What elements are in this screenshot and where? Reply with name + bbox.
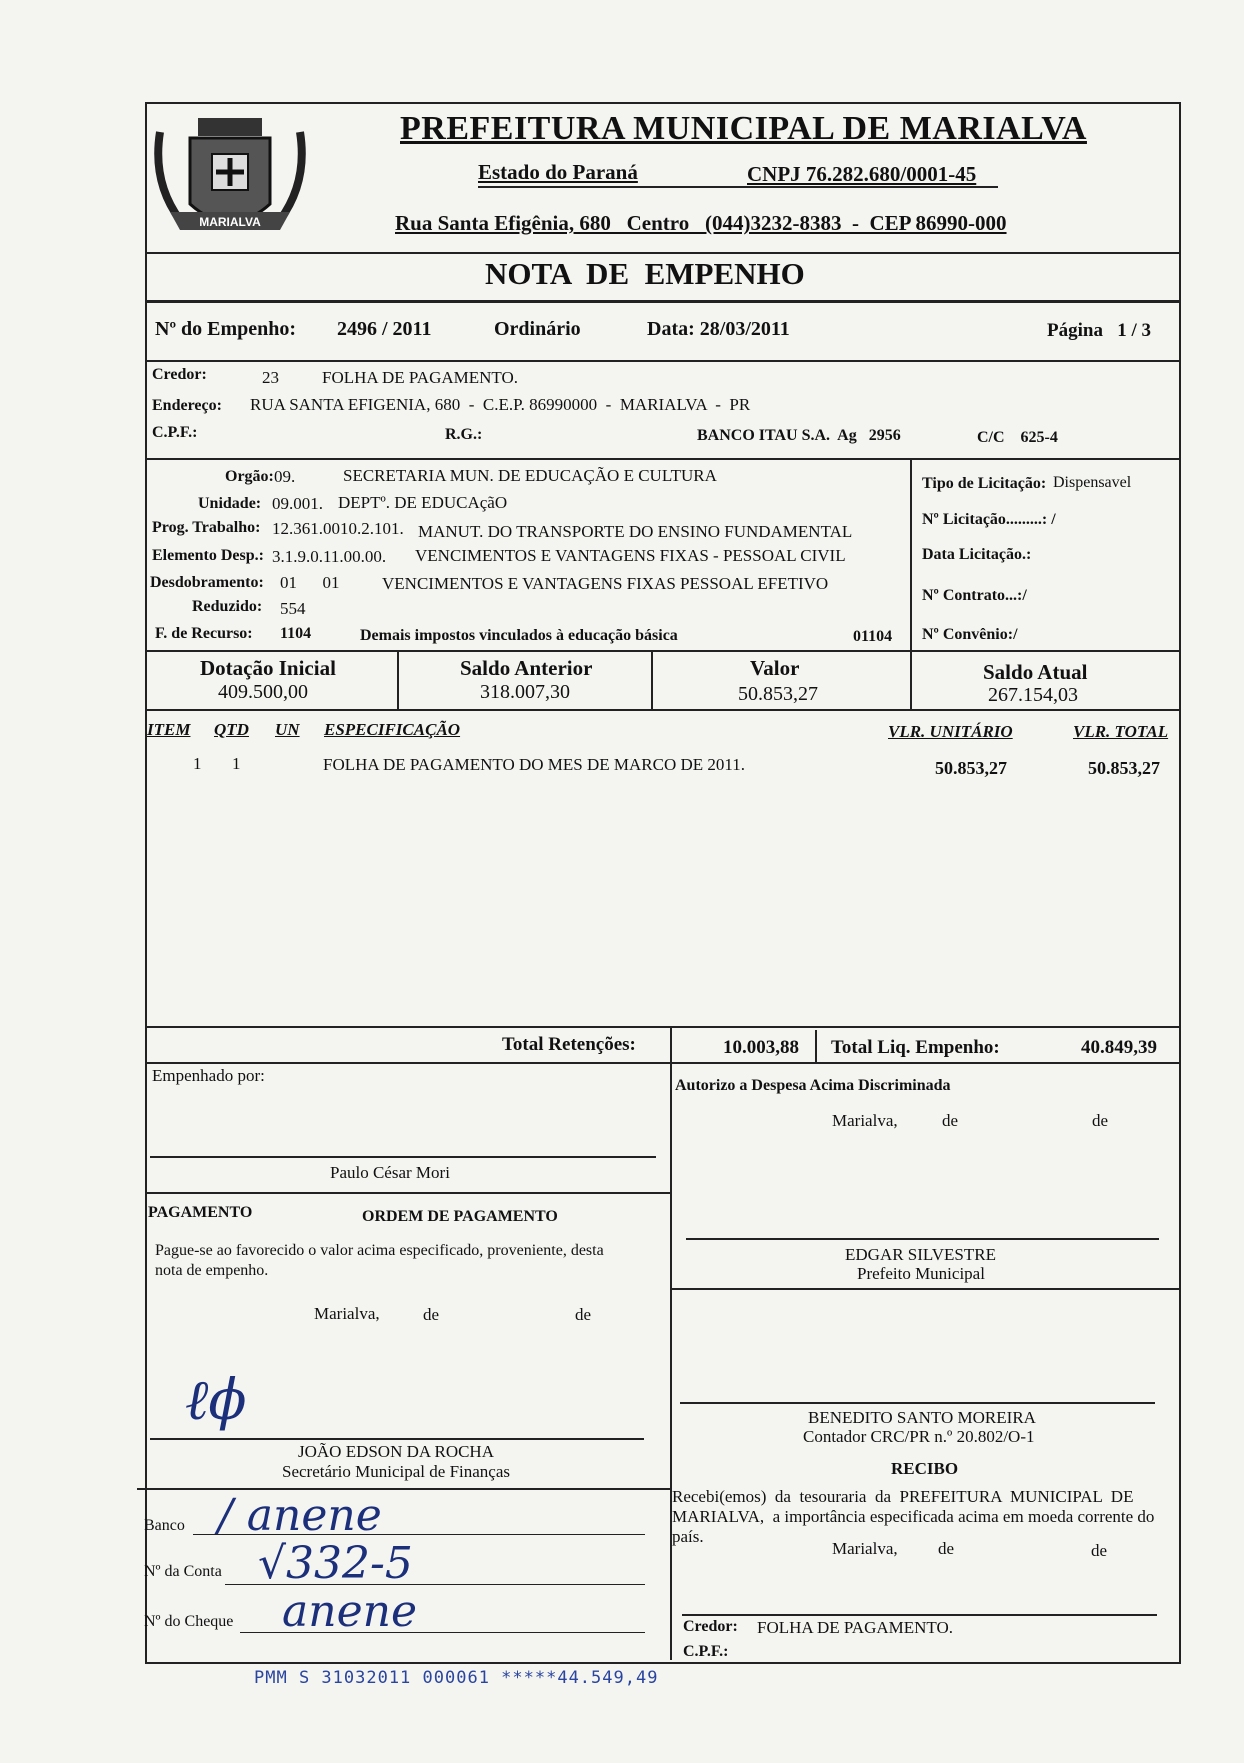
pagamento-date-city: Marialva, (314, 1304, 380, 1323)
recurso-code: 1104 (280, 625, 312, 642)
conta-label: Nº da Conta (144, 1563, 222, 1580)
coat-of-arms (150, 112, 310, 252)
recibo-line-1: Recebi(emos) da tesouraria da PREFEITURA MUNICIPAL DE (672, 1487, 1134, 1506)
secretario-signature: ℓϕ (185, 1368, 247, 1433)
licitacao-tipo-label: Tipo de Licitação: (922, 475, 1047, 492)
row-item: 1 (193, 754, 202, 773)
recurso-label: F. de Recurso: (155, 625, 253, 642)
signature-line (682, 1614, 1157, 1616)
col-un-header: UN (275, 720, 300, 739)
empenhado-label: Empenhado por: (152, 1066, 265, 1085)
prog-name: MANUT. DO TRANSPORTE DO ENSINO FUNDAMENTAL (418, 522, 853, 541)
licitacao-tipo: Dispensavel (1053, 474, 1132, 491)
prefeito-name: EDGAR SILVESTRE (845, 1245, 996, 1264)
cheque-label: Nº do Cheque (144, 1613, 234, 1630)
orgao-code: 09. (274, 467, 296, 486)
saldo-atual-label: Saldo Atual (983, 660, 1088, 684)
divider (145, 650, 1179, 652)
valor-label: Valor (750, 656, 800, 680)
conta-handwritten: √332-5 (258, 1538, 413, 1589)
divider (397, 650, 399, 710)
pagamento-text-1: Pague-se ao favorecido o valor acima especificado, proveniente, desta (155, 1242, 604, 1259)
divider (671, 1288, 1179, 1290)
contrato-number: Nº Contrato...:/ (922, 587, 1027, 604)
valor-value: 50.853,27 (738, 683, 818, 705)
header-title: PREFEITURA MUNICIPAL DE MARIALVA (400, 110, 1087, 147)
prog-label: Prog. Trabalho: (152, 519, 261, 536)
unidade-name: DEPTº. DE EDUCAçãO (338, 493, 508, 512)
divider (145, 252, 1179, 254)
divider (145, 300, 1179, 303)
endereco-label: Endereço: (152, 397, 222, 414)
prefeito-role: Prefeito Municipal (857, 1264, 985, 1283)
empenhado-name: Paulo César Mori (330, 1163, 450, 1182)
unidade-code: 09.001. (272, 494, 323, 513)
signature-line (150, 1156, 656, 1158)
liquido-value: 40.849,39 (1081, 1037, 1157, 1058)
empenho-number: 2496 / 2011 (337, 318, 432, 340)
row-spec: FOLHA DE PAGAMENTO DO MES DE MARCO DE 2011. (323, 755, 746, 774)
unidade-label: Unidade: (198, 495, 262, 512)
divider (670, 1026, 672, 1660)
credor-label: Credor: (152, 366, 207, 383)
retencoes-label: Total Retenções: (502, 1034, 636, 1055)
recibo-cpf-label: C.P.F.: (683, 1643, 729, 1660)
pagamento-date-de-1: de (423, 1305, 440, 1324)
saldo-anterior-value: 318.007,30 (480, 681, 570, 703)
divider (651, 650, 653, 710)
row-qtd: 1 (232, 754, 241, 773)
prog-code: 12.361.0010.2.101. (272, 519, 404, 538)
col-unit-header: VLR. UNITÁRIO (888, 722, 1013, 741)
desdob-name: VENCIMENTOS E VANTAGENS FIXAS PESSOAL EFETIVO (382, 574, 829, 593)
divider (145, 360, 1179, 362)
cpf-label: C.P.F.: (152, 424, 198, 441)
reduzido-label: Reduzido: (192, 598, 263, 615)
recibo-date-de-1: de (938, 1539, 955, 1558)
elemento-code: 3.1.9.0.11.00.00. (272, 547, 387, 566)
divider (145, 709, 1179, 711)
credor-account: C/C 625-4 (977, 429, 1058, 446)
rg-label: R.G.: (445, 426, 483, 443)
autorizo-date-city: Marialva, (832, 1111, 898, 1130)
pagamento-label: PAGAMENTO (148, 1204, 253, 1221)
printer-stamp: PMM S 31032011 000061 *****44.549,49 (254, 1668, 659, 1688)
contador-role: Contador CRC/PR n.º 20.802/O-1 (803, 1427, 1035, 1446)
col-spec-header: ESPECIFICAÇÃO (324, 720, 461, 739)
recibo-title: RECIBO (891, 1459, 959, 1478)
recibo-date-de-2: de (1091, 1541, 1108, 1560)
licitacao-data: Data Licitação.: (922, 546, 1032, 563)
signature-line (150, 1438, 644, 1440)
secretario-name: JOÃO EDSON DA ROCHA (298, 1442, 494, 1461)
recibo-date-city: Marialva, (832, 1539, 898, 1558)
credor-address: RUA SANTA EFIGENIA, 680 - C.E.P. 86990000 - MARIALVA - PR (250, 395, 751, 414)
pagamento-date-de-2: de (575, 1305, 592, 1324)
header-state-underline (478, 186, 998, 188)
col-item-header: ITEM (147, 720, 191, 739)
recibo-line-3: país. (672, 1527, 704, 1546)
ordem-label: ORDEM DE PAGAMENTO (362, 1208, 558, 1225)
header-state: Estado do Paraná (478, 160, 638, 184)
saldo-atual-value: 267.154,03 (988, 684, 1078, 706)
empenho-type: Ordinário (494, 318, 581, 340)
autorizo-label: Autorizo a Despesa Acima Discriminada (675, 1077, 951, 1094)
recibo-credor-label: Credor: (683, 1618, 738, 1635)
saldo-anterior-label: Saldo Anterior (460, 656, 593, 680)
retencoes-value: 10.003,88 (723, 1037, 799, 1058)
autorizo-date-de-1: de (942, 1111, 959, 1130)
divider (145, 1192, 671, 1194)
licitacao-numero: Nº Licitação.........: / (922, 511, 1056, 528)
recibo-line-2: MARIALVA, a importância especificada acima em moeda corrente do (672, 1507, 1155, 1526)
row-total-value: 50.853,27 (1088, 758, 1160, 778)
orgao-name: SECRETARIA MUN. DE EDUCAÇÃO E CULTURA (343, 466, 717, 485)
banco-handwritten: / anene (218, 1490, 382, 1541)
cheque-handwritten: anene (282, 1586, 417, 1637)
desdob-code: 01 01 (280, 573, 340, 592)
convenio-number: Nº Convênio:/ (922, 626, 1018, 643)
banco-label: Banco (144, 1517, 185, 1534)
orgao-label: Orgão: (225, 468, 274, 485)
credor-name: FOLHA DE PAGAMENTO. (322, 368, 518, 387)
contador-name: BENEDITO SANTO MOREIRA (808, 1408, 1036, 1427)
col-qtd-header: QTD (214, 720, 249, 739)
divider (910, 650, 912, 710)
header-cnpj: CNPJ 76.282.680/0001-45 (747, 162, 977, 186)
recurso-name: Demais impostos vinculados à educação básica (360, 627, 678, 644)
divider (815, 1030, 817, 1062)
coat-of-arms-icon (150, 112, 310, 252)
dotacao-inicial-label: Dotação Inicial (200, 656, 336, 680)
divider (145, 458, 1179, 460)
signature-line (686, 1238, 1159, 1240)
reduzido-value: 554 (280, 599, 306, 618)
signature-line (680, 1402, 1155, 1404)
secretario-role: Secretário Municipal de Finanças (282, 1462, 511, 1481)
liquido-label: Total Liq. Empenho: (831, 1037, 1000, 1058)
recibo-credor: FOLHA DE PAGAMENTO. (757, 1618, 953, 1637)
pagamento-text-2: nota de empenho. (155, 1262, 269, 1279)
coat-of-arms-text: MARIALVA (199, 215, 261, 229)
row-unit-value: 50.853,27 (935, 758, 1007, 778)
empenho-date: Data: 28/03/2011 (647, 318, 790, 340)
col-total-header: VLR. TOTAL (1073, 722, 1169, 741)
elemento-name: VENCIMENTOS E VANTAGENS FIXAS - PESSOAL CIVIL (415, 546, 846, 565)
dotacao-inicial-value: 409.500,00 (218, 681, 308, 703)
divider (145, 1062, 1179, 1064)
desdob-label: Desdobramento: (150, 574, 264, 591)
recurso-number: 01104 (853, 628, 893, 645)
empenho-number-label: Nº do Empenho: (155, 318, 297, 340)
elemento-label: Elemento Desp.: (152, 547, 264, 564)
credor-code: 23 (262, 368, 279, 387)
empenho-page: Página 1 / 3 (1047, 320, 1151, 341)
credor-bank: BANCO ITAU S.A. Ag 2956 (697, 427, 901, 444)
header-address: Rua Santa Efigênia, 680 Centro (044)3232-8383 - CEP 86990-000 (395, 211, 1007, 235)
divider (145, 1026, 1179, 1028)
autorizo-date-de-2: de (1092, 1111, 1109, 1130)
document-title: NOTA DE EMPENHO (485, 256, 805, 291)
